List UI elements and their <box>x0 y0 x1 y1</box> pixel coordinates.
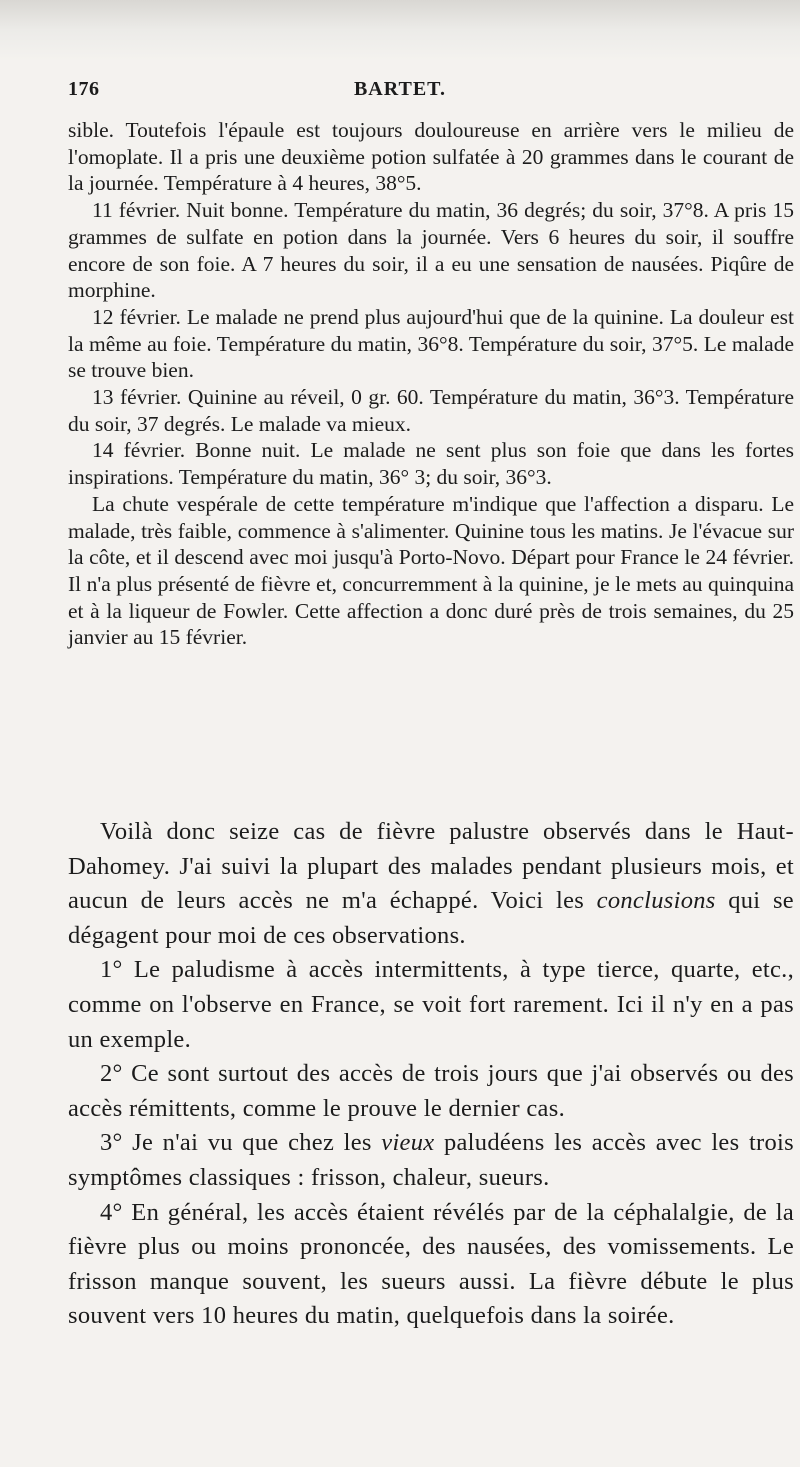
emphasis: vieux <box>381 1129 435 1157</box>
conclusions-intro <box>68 815 794 953</box>
page-number: 176 <box>68 78 100 100</box>
text-run: qui se dégagent pour moi de ces observations. <box>68 887 794 949</box>
conclusions-section <box>68 815 794 1334</box>
conclusion-item: 1° Le paludisme à accès intermittents, à type tierce, quarte, etc., comme on l'observe en France, se voit fort rarement. Ici il n'y en a pas un exemple. <box>68 956 794 1053</box>
paragraph: 14 février. Bonne nuit. Le malade ne sent plus son foie que dans les fortes inspirations. Température du matin, 36° 3; du soir, 36°3. <box>68 438 794 490</box>
paragraph: 12 février. Le malade ne prend plus aujourd'hui que de la quinine. La douleur est la même au foie. Température du matin, 36°8. Température du soir, 37°5. Le malade se trouve bien. <box>68 304 794 383</box>
running-head: BARTET. <box>353 78 447 100</box>
emphasis: conclusions <box>596 887 716 915</box>
paragraph: 13 février. Quinine au réveil, 0 gr. 60. Température du matin, 36°3. Température du soir, 37 degrés. Le malade va mieux. <box>68 385 794 436</box>
text-run: paludéens les accès avec les trois symptômes classiques : frisson, chaleur, sueurs. <box>68 1129 794 1191</box>
page-header <box>68 78 732 104</box>
paragraph: sible. Toutefois l'épaule est toujours douloureuse en arrière vers le milieu de l'omoplate. Il a pris une deuxième potion sulfatée à 20 grammes dans le courant de la journée. Température à 4 heures, 38°5. <box>68 118 794 196</box>
conclusion-item <box>68 1126 794 1195</box>
conclusion-item: 2° Ce sont surtout des accès de trois jours que j'ai observés ou des accès rémittents, comme le prouve le dernier cas. <box>68 1060 794 1122</box>
text-run: 3° Je n'ai vu que chez les <box>100 1129 382 1157</box>
paragraph: 11 février. Nuit bonne. Température du matin, 36 degrés; du soir, 37°8. A pris 15 grammes de sulfate en potion dans la journée. Vers 6 heures du soir, il souffre encore de son foie. A 7 heures du soir, il a eu une sensation de nausées. Piqûre de morphine. <box>68 198 794 303</box>
case-observation <box>68 117 794 651</box>
conclusion-item: 4° En général, les accès étaient révélés par de la céphalalgie, de la fièvre plus ou moins prononcée, des nausées, des vomissements. Le frisson manque souvent, les sueurs aussi. La fièvre débute le plus souvent vers 10 heures du matin, quelquefois dans la soirée. <box>68 1198 794 1330</box>
paragraph: La chute vespérale de cette température m'indique que l'affection a disparu. Le malade, très faible, commence à s'alimenter. Quinine tous les matins. Je l'évacue sur la côte, et il descend avec moi jusqu'à Porto-Novo. Départ pour France le 24 février. Il n'a plus présenté de fièvre et, concurremment à la quinine, je le mets au quinquina et à la liqueur de Fowler. Cette affection a donc duré près de trois semaines, du 25 janvier au 15 février. <box>68 491 794 650</box>
text-run: Voilà donc seize cas de fièvre palustre observés dans le Haut-Dahomey. J'ai suivi la plupart des malades pendant plusieurs mois, et aucun de leurs accès ne m'a échappé. Voici les <box>68 818 794 915</box>
